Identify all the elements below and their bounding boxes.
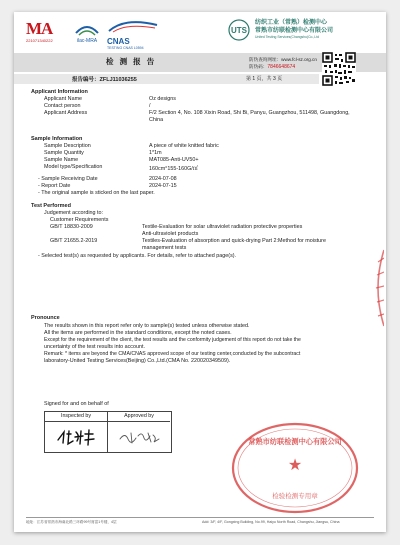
page-info: 第 1 页，共 3 页 [246,76,283,82]
applicant-address-value: F/2 Section 4, No. 108 Xixin Road, Shi Bi, Panyu, Guangzhou, 511498, Guangdong, China [149,110,350,123]
signature-divider [107,412,108,452]
pronounce-line-1: The results shown in this report refer only to sample(s) tested unless otherwise stated. [44,323,250,329]
org-name-cn-line1: 纺织工业（常熟）检测中心 [255,20,328,26]
verify-block [249,56,317,71]
footer-address-en: Add: 3/F, 4/F, Gongxing Building, No.99, Haiyu North Road, Changshu, Jiangsu, China [202,520,340,524]
contact-person-label: Contact person [44,103,81,109]
test-desc-1a: Textile-Evaluation for solar ultraviolet radiation protective properties [142,224,303,230]
pronounce-line-6: laboratory-United Testing Services(Beijing) Co.,Ltd.(CMA No. 220020349509). [44,358,231,364]
verify-code: 7846648674 [267,64,296,70]
footer-divider [26,517,374,518]
test-code-2: GB/T 21655.2-2019 [50,238,98,244]
model-spec-value: 160cm°155-160G/㎡ [149,166,199,172]
sample-description-value: A piece of white knitted fabric [149,143,219,149]
test-desc-2b: management tests [142,245,187,251]
tests-section-title: Test Performed [31,203,71,209]
sample-name-value: MAT085-Anti-UV50+ [149,157,199,163]
sample-name-label: Sample Name [44,157,79,163]
original-sample-note: - The original sample is sticked on the last paper. [38,190,155,196]
cnas-logo [107,19,159,50]
uts-logo-icon [228,19,250,41]
test-desc-2a: Textiles-Evaluation of absorption and quick-drying Part 2:Method for moisture [142,238,326,244]
sample-quantity-label: Sample Quantity [44,150,84,156]
pronounce-line-3: Except for the requirement of the client, the test results and the conformity judgement of this report do not take the [44,337,301,343]
verify-site: 防伪查询网址：www.fcl-sz.org.cn [249,57,317,62]
org-name-cn-line2: 常熟市纺联检测中心有限公司 [255,28,334,34]
cma-logo [26,20,66,43]
judgement-label: Judgement according to: [44,210,104,216]
receiving-date-value: 2024-07-08 [149,176,177,182]
seal-subtext: 检验检测专用章 [272,492,318,500]
report-date-value: 2024-07-15 [149,183,177,189]
inspected-by-label: Inspected by [45,412,107,422]
ilac-mra-logo [72,19,102,45]
report-number [72,75,137,83]
selected-tests-note: - Selected test(s) as requested by applicants. For details, refer to attached page(s). [38,253,237,259]
applicant-name-label: Applicant Name [44,96,83,102]
report-page [14,12,386,532]
svg-text:★: ★ [287,455,303,474]
test-code-1: GB/T 18830-2009 [50,224,93,230]
pronounce-line-4: uncertainty of the test results into account. [44,344,145,350]
sample-section-title: Sample Information [31,136,83,142]
receiving-date-label: - Sample Receiving Date [38,176,98,182]
applicant-section-title: Applicant Information [31,89,88,95]
sample-quantity-value: 1*1m [149,150,162,156]
applicant-name-value: Oz designs [149,96,176,102]
sample-description-label: Sample Description [44,143,91,149]
signature-table [44,411,172,453]
customer-requirements: Customer Requirements [50,217,109,223]
model-spec-label: Model type/Specification [44,164,103,170]
cnas-label: CNAS [107,37,130,46]
org-name-en: United Testing Services(Changshu)Co.,Ltd [255,35,320,39]
applicant-address-label: Applicant Address [44,110,88,116]
ilac-text: ilac-MRA [76,38,98,44]
approver-signature [117,427,161,447]
official-seal-icon [230,416,360,514]
edge-seal-icon [370,248,384,328]
inspector-signature [55,426,97,448]
report-title: 检 测 报 告 [106,57,157,66]
test-desc-1b: Anti-ultraviolet products [142,231,199,237]
qr-code-icon [322,52,356,86]
approved-by-label: Approved by [108,412,170,422]
cnas-sub-label: TESTING CNAS L0594 [107,46,144,50]
verify-code-label: 防伪码： [249,64,268,69]
cnas-swoosh-icon [107,19,159,33]
seal-text: 常熟市纺联检测中心有限公司 [248,437,342,446]
svg-text:UTS: UTS [231,26,247,35]
report-date-label: - Report Date [38,183,71,189]
signed-for-label: Signed for and on behalf of [44,401,109,407]
report-number-value: ZFLJ11036255 [99,77,137,83]
contact-person-value: / [149,103,151,109]
footer-address-cn: 地址：江苏省常熟市海虞北路三环路99号财富1号楼，4层 [26,520,117,524]
report-number-label: 报告编号： [72,77,100,83]
pronounce-line-5: Remark: * items are beyond the CMA/CNAS approved scope of our testing center,conducted by the subcontract [44,351,301,357]
pronounce-line-2: All the items are performed in the standard conditions, except the noted cases. [44,330,232,336]
cma-number: 221071340222 [26,38,53,43]
cma-mark: MA [26,19,53,38]
pronounce-section-title: Pronounce [31,315,60,321]
